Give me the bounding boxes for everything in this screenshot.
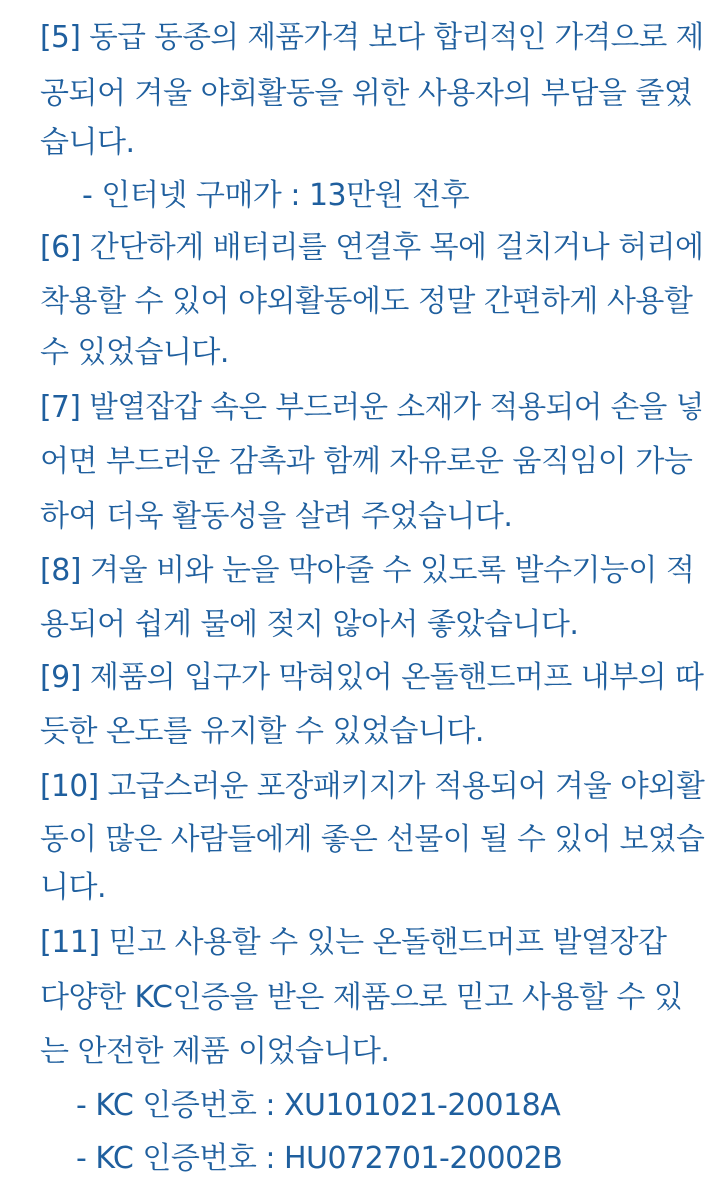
item-7-line-1: [7] 발열잡갑 속은 부드러운 소재가 적용되어 손을 넣	[40, 390, 704, 425]
item-5-line-2: 공되어 겨울 야회활동을 위한 사용자의 부담을 줄였	[40, 76, 693, 111]
item-10-line-3: 니다.	[40, 870, 106, 905]
kc-cert-number-1: - KC 인증번호 : XU101021-20018A	[76, 1088, 561, 1123]
item-8-line-2: 용되어 쉽게 물에 젖지 않아서 좋았습니다.	[40, 607, 579, 642]
item-11-line-3: 는 안전한 제품 이었습니다.	[40, 1034, 390, 1069]
item-5-line-1: [5] 동급 동종의 제품가격 보다 합리적인 가격으로 제	[40, 20, 704, 55]
item-11-line-1: [11] 믿고 사용할 수 있는 온돌핸드머프 발열장갑	[40, 925, 667, 960]
item-10-line-2: 동이 많은 사람들에게 좋은 선물이 될 수 있어 보였습	[40, 822, 705, 857]
item-9-line-2: 듯한 온도를 유지할 수 있었습니다.	[40, 714, 484, 749]
item-9-line-1: [9] 제품의 입구가 막혀있어 온돌핸드머프 내부의 따	[40, 660, 704, 695]
item-6-line-2: 착용할 수 있어 야외활동에도 정말 간편하게 사용할	[40, 284, 693, 319]
item-5-line-3: 습니다.	[40, 125, 135, 160]
item-7-line-3: 하여 더욱 활동성을 살려 주었습니다.	[40, 499, 513, 534]
purchase-price-note: - 인터넷 구매가 : 13만원 전후	[82, 178, 470, 213]
item-8-line-1: [8] 겨울 비와 눈을 막아줄 수 있도록 발수기능이 적	[40, 553, 695, 588]
item-11-line-2: 다양한 KC인증을 받은 제품으로 믿고 사용할 수 있	[40, 980, 683, 1015]
item-7-line-2: 어면 부드러운 감촉과 함께 자유로운 움직임이 가능	[40, 444, 693, 479]
item-10-line-1: [10] 고급스러운 포장패키지가 적용되어 겨울 야외활	[40, 769, 705, 804]
kc-cert-number-2: - KC 인증번호 : HU072701-20002B	[76, 1141, 563, 1176]
item-6-line-3: 수 있었습니다.	[40, 335, 229, 370]
item-6-line-1: [6] 간단하게 배터리를 연결후 목에 걸치거나 허리에	[40, 230, 704, 265]
